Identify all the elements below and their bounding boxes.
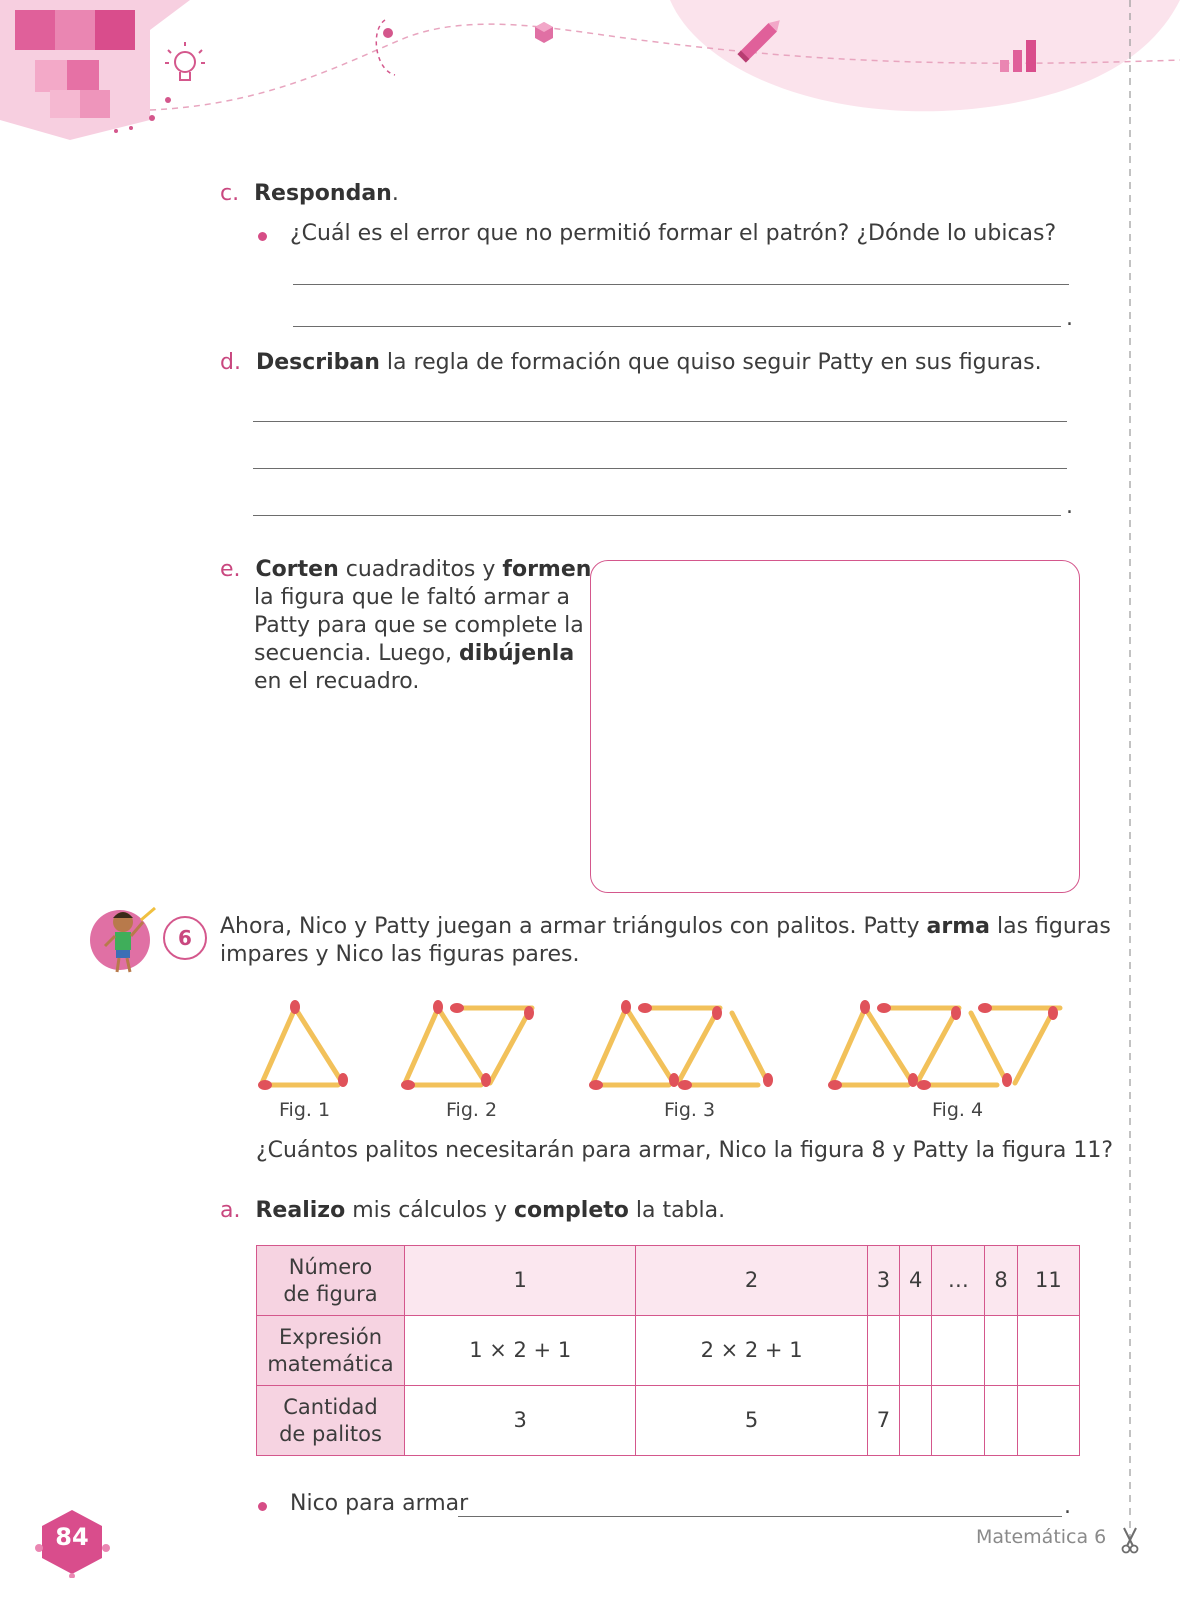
item-e-verb-2: formen bbox=[502, 557, 592, 582]
figure-label-3: Fig. 3 bbox=[664, 1099, 716, 1121]
nico-character-icon bbox=[85, 900, 165, 980]
table-cell: 11 bbox=[1017, 1246, 1079, 1316]
item-c-verb: Respondan bbox=[254, 181, 392, 206]
figure-1 bbox=[258, 1000, 348, 1090]
table-cell-input[interactable] bbox=[900, 1386, 932, 1456]
item-a-rest: la tabla. bbox=[628, 1198, 726, 1223]
item-c-rest: . bbox=[391, 181, 399, 206]
item-a-heading bbox=[220, 1197, 725, 1225]
figure-2 bbox=[401, 1000, 534, 1090]
answer-line-d2[interactable] bbox=[253, 468, 1067, 469]
activity-6-text bbox=[220, 913, 1111, 969]
lightbulb-icon bbox=[165, 42, 205, 80]
activity-6-line-1c: las figuras bbox=[990, 914, 1111, 939]
figure-label-1: Fig. 1 bbox=[279, 1099, 331, 1121]
row-header-figure-number bbox=[257, 1246, 405, 1316]
scissors-icon bbox=[1119, 1526, 1141, 1554]
figure-4 bbox=[828, 1000, 1060, 1090]
item-a-middle: mis cálculos y bbox=[345, 1198, 514, 1223]
item-d-rest: la regla de formación que quiso seguir Patty en sus figuras. bbox=[379, 350, 1042, 375]
item-e-line-3: Patty para que se complete la bbox=[254, 613, 584, 638]
row-header-text: Número bbox=[288, 1254, 373, 1279]
period: . bbox=[1066, 306, 1073, 331]
item-d-verb: Describan bbox=[255, 350, 380, 375]
item-c-letter: c. bbox=[220, 181, 240, 206]
cut-line bbox=[1125, 0, 1135, 1600]
item-c-heading bbox=[220, 180, 399, 208]
item-e-line-2: la figura que le faltó armar a bbox=[254, 585, 570, 610]
table-row bbox=[257, 1246, 1080, 1316]
item-d-letter: d. bbox=[220, 350, 241, 375]
activity-6-question: ¿Cuántos palitos necesitarán para armar, Nico la figura 8 y Patty la figura 11? bbox=[256, 1138, 1114, 1163]
table-cell-input[interactable] bbox=[932, 1316, 985, 1386]
table-cell: 2 bbox=[636, 1246, 867, 1316]
table-cell: 5 bbox=[636, 1386, 867, 1456]
nico-line-label: Nico para armar bbox=[290, 1491, 469, 1516]
row-header-text: de palitos bbox=[279, 1421, 382, 1446]
table-cell: 2 × 2 + 1 bbox=[636, 1316, 867, 1386]
answer-line-d1[interactable] bbox=[253, 421, 1067, 422]
table-cell: 7 bbox=[867, 1386, 899, 1456]
row-header-expression bbox=[257, 1316, 405, 1386]
row-header-text: de figura bbox=[283, 1281, 378, 1306]
activity-6-line-1a: Ahora, Nico y Patty juegan a armar triángulos con palitos. Patty bbox=[220, 914, 927, 939]
table-cell: … bbox=[932, 1246, 985, 1316]
table-cell-input[interactable] bbox=[932, 1386, 985, 1456]
row-header-stick-count bbox=[257, 1386, 405, 1456]
item-c-question: ¿Cuál es el error que no permitió formar el patrón? ¿Dónde lo ubicas? bbox=[290, 221, 1057, 246]
table-cell-input[interactable] bbox=[867, 1316, 899, 1386]
book-title: Matemática 6 bbox=[976, 1526, 1107, 1548]
figure-3 bbox=[589, 1000, 773, 1090]
table-cell-input[interactable] bbox=[985, 1386, 1017, 1456]
table-row bbox=[257, 1386, 1080, 1456]
page-number: 84 bbox=[55, 1523, 89, 1551]
table-cell-input[interactable] bbox=[900, 1316, 932, 1386]
item-e-verb-3: dibújenla bbox=[458, 641, 575, 666]
answer-line-c1[interactable] bbox=[293, 284, 1069, 285]
cube-small-icon bbox=[535, 22, 553, 43]
table-cell: 3 bbox=[405, 1386, 636, 1456]
row-header-text: Cantidad bbox=[283, 1394, 378, 1419]
table-row bbox=[257, 1316, 1080, 1386]
period: . bbox=[1066, 494, 1073, 519]
item-e-text bbox=[220, 556, 591, 696]
answer-line-c2[interactable] bbox=[293, 326, 1061, 327]
item-d-heading bbox=[220, 349, 1042, 377]
figure-label-4: Fig. 4 bbox=[932, 1099, 984, 1121]
item-a-verb-2: completo bbox=[513, 1198, 629, 1223]
activity-6-verb: arma bbox=[926, 914, 990, 939]
table-cell: 3 bbox=[867, 1246, 899, 1316]
figure-label-2: Fig. 2 bbox=[446, 1099, 498, 1121]
table-cell-input[interactable] bbox=[1017, 1386, 1079, 1456]
activity-number-badge: 6 bbox=[163, 916, 207, 960]
table-cell: 1 bbox=[405, 1246, 636, 1316]
data-table bbox=[256, 1245, 1080, 1456]
table-cell-input[interactable] bbox=[985, 1316, 1017, 1386]
item-a-letter: a. bbox=[220, 1198, 241, 1223]
drawing-box[interactable] bbox=[590, 560, 1080, 893]
row-header-text: Expresión bbox=[278, 1324, 383, 1349]
item-e-line-4: secuencia. Luego, bbox=[254, 641, 459, 666]
table-cell: 1 × 2 + 1 bbox=[405, 1316, 636, 1386]
table-cell-input[interactable] bbox=[1017, 1316, 1079, 1386]
answer-line-nico[interactable] bbox=[458, 1516, 1062, 1517]
answer-line-d3[interactable] bbox=[253, 515, 1061, 516]
bullet bbox=[258, 1502, 267, 1511]
item-e-text-1: cuadraditos y bbox=[338, 557, 503, 582]
activity-6-line-2: impares y Nico las figuras pares. bbox=[220, 942, 580, 967]
table-cell: 8 bbox=[985, 1246, 1017, 1316]
cubes-icon bbox=[0, 0, 190, 140]
bullet bbox=[258, 232, 267, 241]
item-e-verb-1: Corten bbox=[255, 557, 339, 582]
item-e-letter: e. bbox=[220, 557, 241, 582]
period: . bbox=[1064, 1494, 1071, 1519]
item-e-line-5: en el recuadro. bbox=[254, 669, 420, 694]
header-decoration bbox=[0, 0, 1193, 150]
pin-icon bbox=[376, 20, 395, 75]
matchstick-figures bbox=[250, 995, 1090, 1095]
row-header-text: matemática bbox=[267, 1351, 394, 1376]
table-cell: 4 bbox=[900, 1246, 932, 1316]
item-a-verb-1: Realizo bbox=[255, 1198, 346, 1223]
